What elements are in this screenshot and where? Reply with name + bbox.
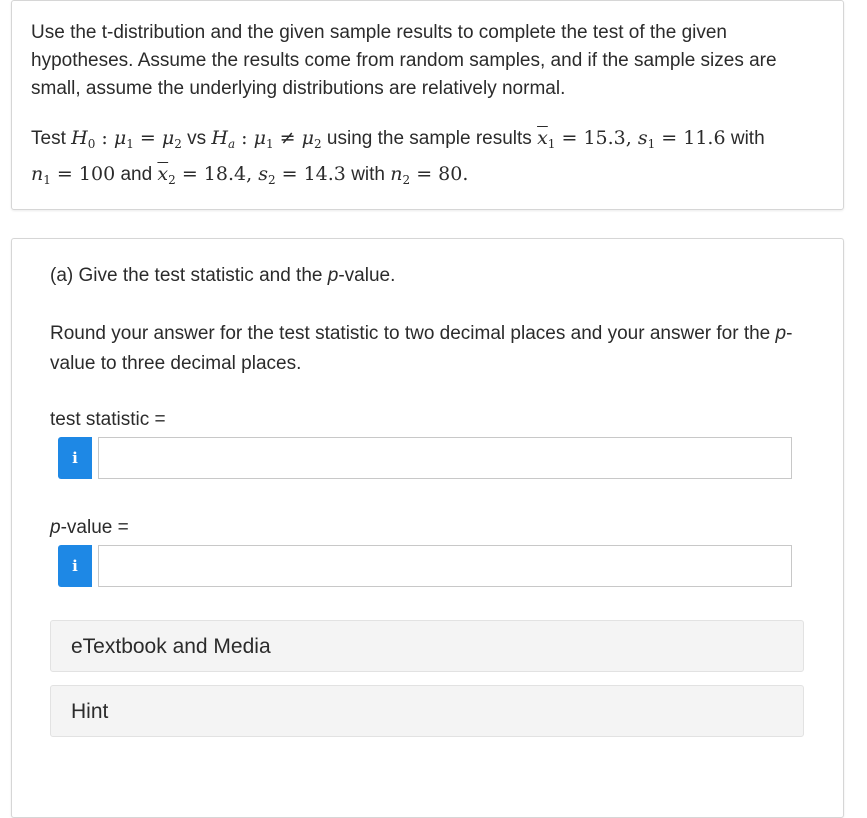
n1-value: 100	[78, 163, 116, 185]
rounding-instructions: Round your answer for the test statistic to two decimal places and your answer for the p-value to three decimal places.	[50, 323, 793, 374]
s1-value: 11.6	[683, 127, 726, 149]
info-icon[interactable]: i	[58, 545, 92, 587]
question-card	[11, 0, 844, 210]
x1-value: 15.3	[583, 127, 626, 149]
s2-value: 14.3	[303, 163, 346, 185]
info-icon[interactable]: i	[58, 437, 92, 479]
and-word: and	[120, 164, 153, 185]
etextbook-media-button[interactable]: eTextbook and Media	[50, 620, 804, 672]
hypotheses-statement: Test $H_0$ : $\mu_1 = \mu_2$ vs $H_a$ : $\mu_1 \ne \mu_2$ using the sample results $\overline{x}_1 = 15.3$, $s_1 = 11.6$ with $n_1 = 100$ and $\overline{x}_2 = 18.4$, $s_2 = 14.3$ with $n_2 = 80$.	[31, 127, 765, 187]
test-statistic-label: test statistic =	[50, 409, 166, 430]
hint-button[interactable]: Hint	[50, 685, 804, 737]
test-statistic-input[interactable]	[98, 437, 792, 479]
x2-value: 18.4	[203, 163, 247, 185]
test-word: Test	[31, 128, 66, 149]
n2-value: 80	[438, 163, 463, 185]
p-value-input[interactable]	[98, 545, 792, 587]
test-statistic-row	[58, 437, 794, 479]
with-word-1: with	[730, 128, 765, 149]
using-text: using the sample results	[326, 128, 532, 149]
question-intro: Use the t-distribution and the given sample results to complete the test of the given hypotheses. Assume the results come from random samples, and if the sample sizes are small, assume the underlying distributions are relatively normal.	[31, 22, 777, 99]
part-a-prompt: (a) Give the test statistic and the p-value.	[50, 265, 396, 286]
p-value-row	[58, 545, 794, 587]
part-a-card	[11, 238, 844, 818]
vs-word: vs	[187, 128, 207, 149]
p-value-label: p-value =	[50, 517, 129, 538]
with-word-2: with	[351, 164, 385, 185]
